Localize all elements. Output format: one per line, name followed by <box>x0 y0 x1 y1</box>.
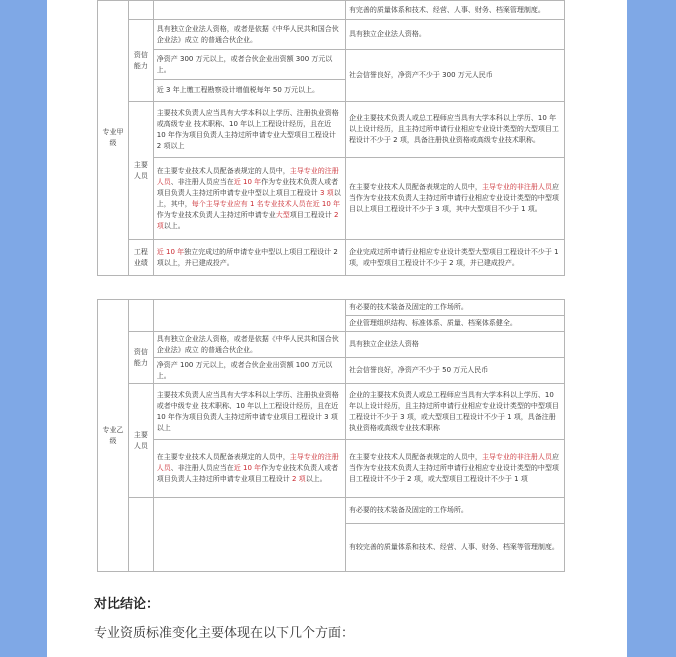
legal-entity-old: 具有独立企业法人资格，或者是依据《中华人民共和国合伙企业法》成立 的普通合伙企业。 <box>153 332 345 358</box>
conclusion-intro: 专业资质标准变化主要体现在以下几个方面： <box>94 626 355 641</box>
category-cell: 专业甲级 <box>98 1 129 276</box>
net-assets-old: 净资产 300 万元以上，或者合伙企业出资额 300 万元以上。 <box>153 50 345 80</box>
staff-requirement-old: 在主要专业技术人员配备表规定的人员中，主导专业的注册人员、非注册人员应当在近 10 年作为专业技术负责人或者项目负责人主持过所申请专业项目工程设计 2 项以上。 <box>153 440 345 498</box>
tax-requirement-old: 近 3 年上缴工程勘察设计增值税每年 50 万元以上。 <box>153 80 345 102</box>
staff-label: 主要人员 <box>128 102 153 240</box>
qualification-label: 资信能力 <box>128 332 153 384</box>
staff-requirement-old: 在主要专业技术人员配备表规定的人员中，主导专业的注册人员、非注册人员应当在近 10 年作为专业技术负责人或者项目负责人主持过所申请专业中型以上项目工程设计 3 项以上，其中，每个主导专业应有 1 名专业技术人员在近 10 年作为专业技术负责人主持过所申请专业大型项目工程设计 2 项以上。 <box>153 158 345 240</box>
legal-entity-old: 具有独立企业法人资格，或者是依据《中华人民共和国合伙企业法》成立 的普通合伙企业。 <box>153 20 345 50</box>
qualification-table-grade-b <box>97 299 565 572</box>
management-structure-cell: 企业管理组织结构、标准体系、质量、档案体系健全。 <box>345 316 564 332</box>
tech-lead-new: 企业主要技术负责人或总工程师应当具有大学本科以上学历、10 年以上设计经历，且主持过所申请行业相应专业设计类型的大型项目工程设计不少于 2 项，具备注册执业资格或高级专业技术职称。 <box>345 102 564 158</box>
staff-requirement-new: 在主要专业技术人员配备表规定的人员中，主导专业的非注册人员应当作为专业技术负责人主持过所申请行业相应专业设计类型的中型项目工程设计不少于 2 项，或大型项目工程设计不少于 1 项 <box>345 440 564 498</box>
management-system-cell-bottom: 有较完善的质量体系和技术、经营、人事、财务、档案等管理制度。 <box>345 524 564 572</box>
legal-entity-new: 具有独立企业法人资格。 <box>345 20 564 50</box>
performance-new: 企业完成过所申请行业相应专业设计类型大型项目工程设计不少于 1 项，或中型项目工程设计不少于 2 项，并已建成投产。 <box>345 240 564 276</box>
management-system-cell: 有完善的质量体系和技术、经营、人事、财务、档案管理制度。 <box>345 1 564 20</box>
article-page <box>47 0 627 657</box>
tech-lead-old: 主要技术负责人应当具有大学本科以上学历、注册执业资格或高级专业 技术职称、10 年以上工程设计经历，且在近 10 年作为项目负责人主持过所申请专业大型项目工程设计 2 项以上 <box>153 102 345 158</box>
net-assets-new: 社会信誉良好，净资产不少于 300 万元人民币 <box>345 50 564 102</box>
conclusion-heading: 对比结论： <box>94 597 160 612</box>
net-assets-new: 社会信誉良好，净资产不少于 50 万元人民币 <box>345 358 564 384</box>
staff-label: 主要人员 <box>128 384 153 498</box>
qualification-table-grade-a <box>97 0 565 276</box>
staff-requirement-new: 在主要专业技术人员配备表规定的人员中，主导专业的非注册人员应当作为专业技术负责人主持过所申请行业相应专业设计类型的中型项目以上项目工程设计不少于 3 项，其中大型项目不少于 1 项。 <box>345 158 564 240</box>
equipment-cell-bottom: 有必要的技术装备及固定的工作场所。 <box>345 498 564 524</box>
legal-entity-new: 具有独立企业法人资格 <box>345 332 564 358</box>
performance-old: 近 10 年独立完成过的所申请专业中型以上项目工程设计 2 项以上，并已建成投产。 <box>153 240 345 276</box>
qualification-label: 资信能力 <box>128 20 153 102</box>
tech-lead-new: 企业的主要技术负责人或总工程师应当具有大学本科以上学历、10 年以上设计经历，且主持过所申请行业相应专业设计类型的中型项目工程设计不少于 3 项，或大型项目工程设计不少于 1 项，具备注册执业资格或高级专业技术职称 <box>345 384 564 440</box>
tech-lead-old: 主要技术负责人应当具有大学本科以上学历、注册执业资格或者中级专业 技术职称、10 年以上工程设计经历，且在近 10 年作为项目负责人主持过所申请专业项目工程设计 3 项以上 <box>153 384 345 440</box>
category-cell: 专业乙级 <box>98 300 129 572</box>
performance-label: 工程业绩 <box>128 240 153 276</box>
equipment-cell: 有必要的技术装备及固定的工作场所。 <box>345 300 564 316</box>
net-assets-old: 净资产 100 万元以上，或者合伙企业出资额 100 万元以上。 <box>153 358 345 384</box>
